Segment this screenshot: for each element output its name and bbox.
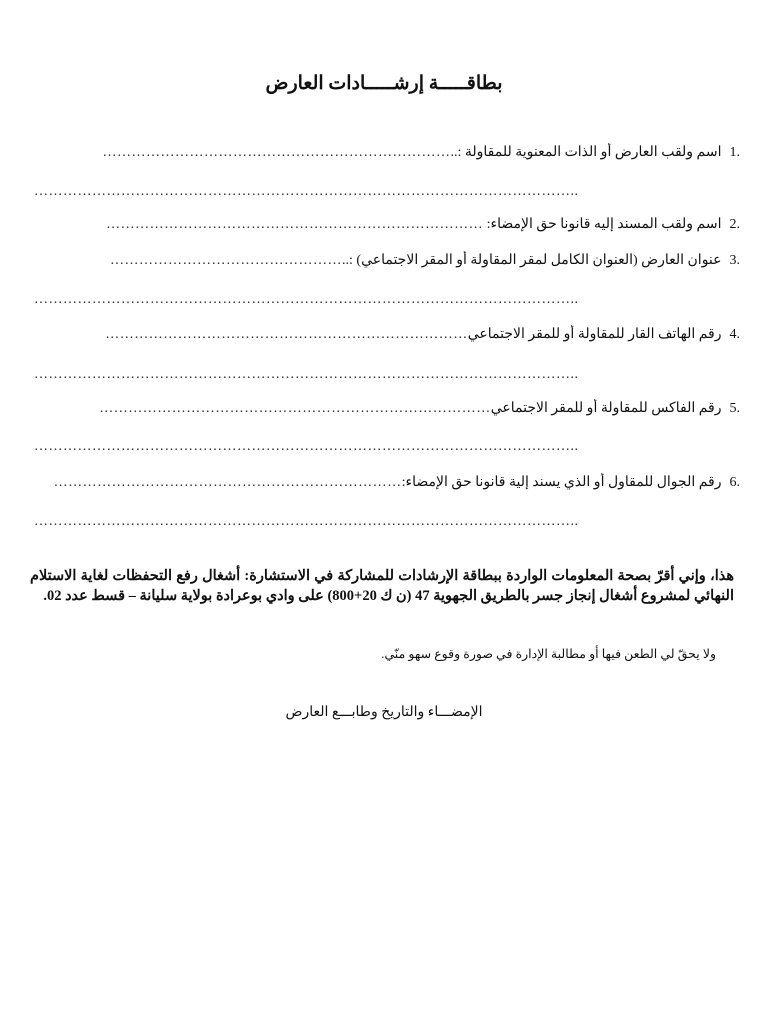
fill-line-continuation[interactable]: ………………………………………………………………………………………………….. [34,292,579,307]
declaration-paragraph: هذا، وإني أقرّ بصحة المعلومات الواردة ببطاقة الإرشادات للمشاركة في الاستشارة: أشغال رفع التحفظات لغاية الاستلام النهائي لمشروع أشغال إنجاز جسر بالطريق الجهوية 47 (ن ك 20+800) على وادي بوعرادة بولاية سليانة – قسط عدد 02. [30,568,734,604]
field-label: رقم الهاتف القار للمقاولة أو للمقر الاجتماعي [467,327,722,342]
item-number: .3 [729,253,740,268]
fill-line-continuation[interactable]: ………………………………………………………………………………………………….. [34,367,579,382]
field-signatory-name [34,215,740,235]
field-mobile [34,473,740,493]
field-label: اسم ولقب المسند إليه قانونا حق الإمضاء: [486,217,722,232]
fill-line[interactable]: …………………………………………………………………… [106,217,484,232]
fill-line[interactable]: ………………………………………… [110,253,343,268]
item-number: .6 [729,475,740,490]
item-number: .4 [729,327,740,342]
field-label: رقم الفاكس للمقاولة أو للمقر الاجتماعي [490,401,722,416]
item-number: .2 [729,217,740,232]
field-fax [34,399,740,419]
field-phone [34,325,740,345]
item-number: .5 [729,401,740,416]
fill-line-continuation[interactable]: ………………………………………………………………………………………………….. [34,439,579,454]
field-label: اسم ولقب العارض أو الذات المعنوية للمقاولة :.. [450,145,722,160]
fill-line[interactable]: ……………………………………………………………… [53,475,402,490]
page-title: بطاقـــــة إرشـــــادات العارض [265,73,503,94]
fill-line-continuation[interactable]: ………………………………………………………………………………………………….. [34,184,579,199]
field-address [34,251,740,271]
signature-label: الإمضـــاء والتاريخ وطابـــع العارض [285,705,483,720]
disclaimer-note: ولا يحقّ لي الطعن فيها أو مطالبة الإدارة في صورة وقوع سهو منّي. [381,647,716,661]
fill-line[interactable]: ……………………………………………………………… [102,145,451,160]
fill-line[interactable]: ……………………………………………………………………… [99,401,491,416]
item-number: .1 [729,145,740,160]
field-bidder-name [34,143,740,163]
fill-line-continuation[interactable]: ………………………………………………………………………………………………….. [34,514,579,529]
fill-line[interactable]: ………………………………………………………………… [105,327,468,342]
field-label: عنوان العارض (العنوان الكامل لمقر المقاولة أو المقر الاجتماعي) :.. [342,253,722,268]
field-label: رقم الجوال للمقاول أو الذي يسند إلية قانونا حق الإمضاء: [401,475,722,490]
